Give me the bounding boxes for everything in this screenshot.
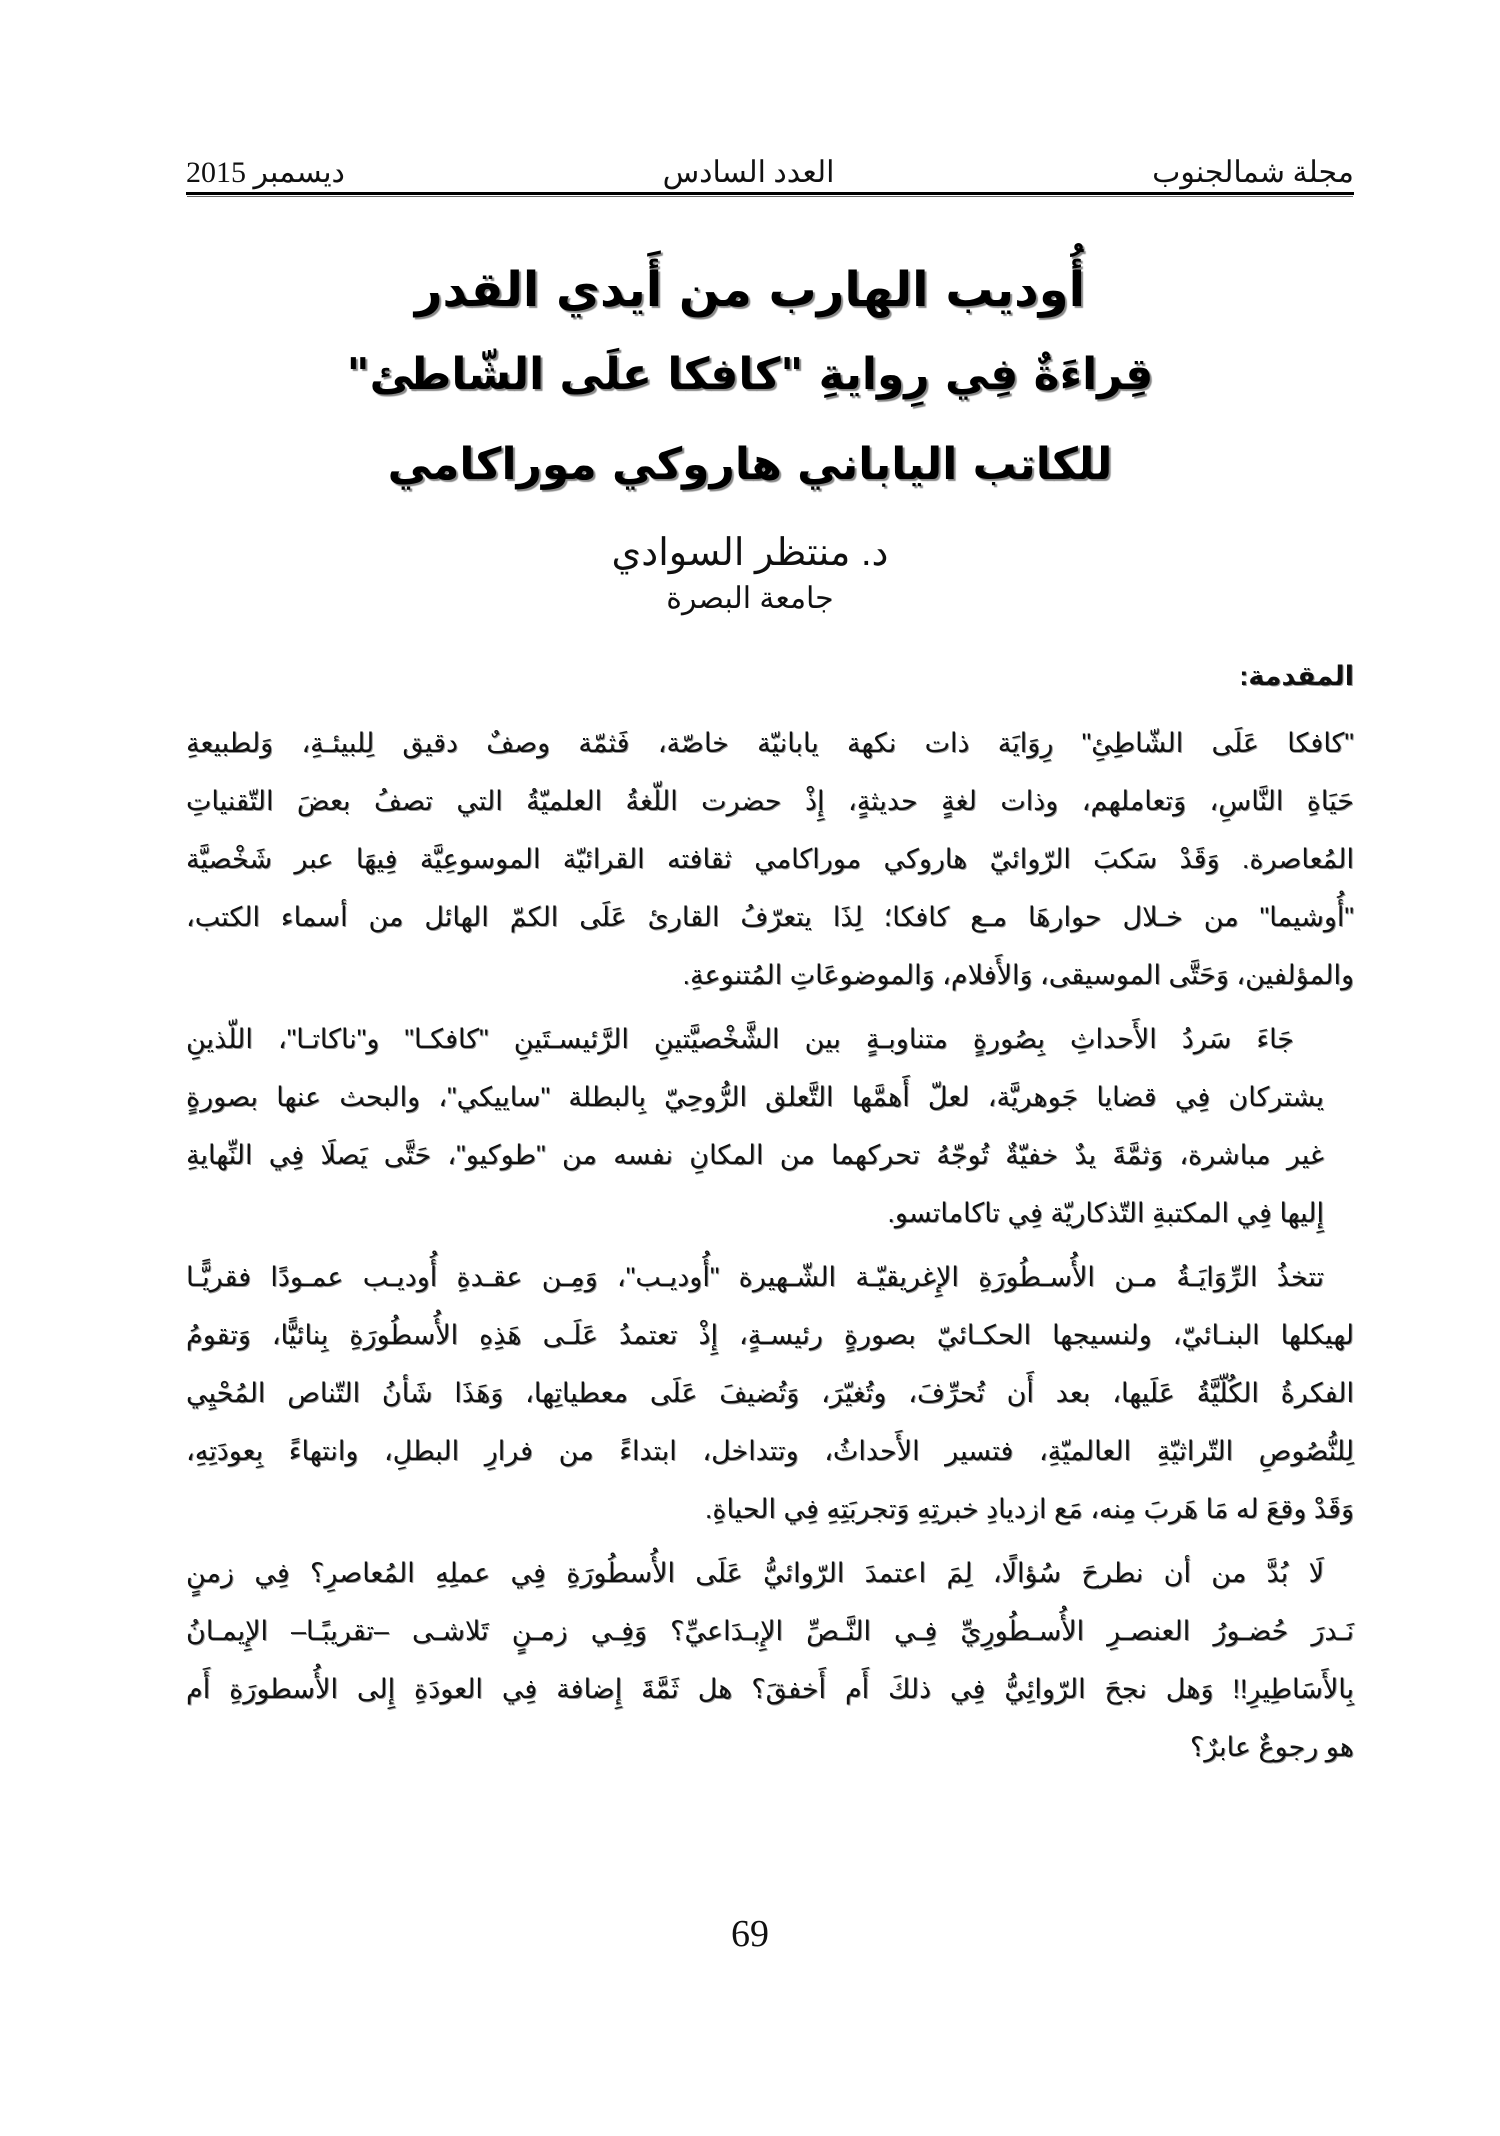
journal-name: مجلة شمالجنوب [1152, 156, 1354, 189]
author-name: د. منتظر السوادي [611, 532, 889, 574]
paragraph-2 [186, 1010, 1354, 1242]
article-subtitle-author-line: للكاتب الياباني هاروكي موراكامي [387, 439, 1113, 490]
text-line: "أُوشيما" من خـلال حوارهَا مـع كافكا؛ لِذَا يتعرّفُ القارئ عَلَى الكمّ الهائل من أسماء الكتب، [186, 902, 1354, 932]
text-line: والمؤلفين، وَحَتَّى الموسيقى، وَالأَفلام، وَالموضوعَاتِ المُتنوعةِ. [682, 960, 1354, 990]
issue-label: العدد السادس [662, 156, 835, 189]
text-line: تتخذُ الرِّوَايَـةُ مـن الأُسـطُورَةِ الإِغريقيّـة الشّـهيرة "أُوديـب"، وَمِـن عقـدةِ أُوديـب عمـودًا فقريًّـا [186, 1262, 1324, 1292]
paragraph-4 [186, 1544, 1354, 1776]
text-line: وَقَدْ وقعَ له مَا هَربَ مِنه، مَع ازديادِ خبرتِهِ وَتجربَتِهِ فِي الحياةِ. [704, 1494, 1354, 1524]
header-divider [186, 192, 1354, 195]
text-line: جَاءَ سَردُ الأَحداثِ بِصُورةٍ متناوبـةٍ بين الشَّخْصيَّتينِ الرَّئيسـتَينِ "كافكـا" و"ناكاتـا"، اللّذينِ [186, 1024, 1294, 1054]
article-title: أُوديب الهارب من أَيدي القدر [414, 262, 1086, 318]
text-line: بِالأَسَاطِيرِ!! وَهل نجحَ الرّوائِيُّ فِي ذلكَ أَم أَخفقَ؟ هل ثَمَّةَ إِضافة فِي العودَةِ إِلى الأُسطورَةِ أَم [186, 1674, 1354, 1704]
text-line: إِليها فِي المكتبةِ التّذكاريّة فِي تاكاماتسو. [887, 1198, 1324, 1228]
text-line: غير مباشرة، وَثمَّةَ يدٌ خفيّةٌ تُوجّهُ تحركهما من المكانِ نفسه من "طوكيو"، حَتَّى يَصلَا فِي النِّهايةِ [186, 1140, 1324, 1170]
text-line: الفكرةُ الكُلّيَّةُ عَلَيها، بعد أَن تُحرِّفَ، وتُغيّرَ، وَتُضيفَ عَلَى معطياتِها، وَهَذَا شَأنُ التّناص المُحْيِي [186, 1378, 1354, 1408]
paragraph-1 [186, 714, 1354, 1004]
paragraph-3 [186, 1248, 1354, 1538]
text-line: المُعاصرة. وَقَدْ سَكبَ الرّوائيّ هاروكي موراكامي ثقافته القرائيّة الموسوعِيَّة فِيهَا عبر شَخْصيَّة [186, 844, 1354, 874]
issue-date: ديسمبر 2015 [186, 156, 345, 189]
author-affiliation: جامعة البصرة [666, 582, 834, 615]
text-line: هو رجوعٌ عابرٌ؟ [1189, 1732, 1354, 1762]
author-block [0, 528, 1500, 620]
text-line: يشتركان فِي قضايا جَوهريَّة، لعلّ أَهمَّها التَّعلق الرُّوحِيّ بِالبطلة "ساييكي"، والبحث عنها بصورةٍ [186, 1082, 1324, 1112]
text-line: لَا بُدَّ من أن نطرحَ سُؤالًا، لِمَ اعتمدَ الرّوائيُّ عَلَى الأُسطُورَةِ فِي عملِهِ المُعاصرِ؟ فِي زمنٍ [186, 1558, 1324, 1588]
article-body [186, 648, 1354, 1782]
text-line: "كافكا عَلَى الشّاطِئِ" رِوَايَة ذات نكهة يابانيّة خاصّة، فَثمّة وصفٌ دقيق لِلبيئـةِ، وَلطبيعةِ [186, 728, 1354, 758]
article-subtitle: قِراءَةٌ فِي رِوايةِ "كافكا علَى الشّاطئ" [346, 349, 1154, 400]
article-title-block [0, 250, 1500, 510]
text-line: لِلنُّصُوصِ التّراثيّةِ العالميّةِ، فتسير الأَحداثُ، وتتداخل، ابتداءً من فرارِ البطلِ، وانتهاءً بِعودَتِهِ، [186, 1436, 1354, 1466]
page-number: 69 [731, 1913, 769, 1955]
text-line: حَيَاةِ النَّاسِ، وَتعاملهم، وذات لغةٍ حديثةٍ، إِذْ حضرت اللّغةُ العلميّةُ التي تصفُ بعضَ التّقنياتِ [186, 786, 1354, 816]
text-line: نَـدرَ حُضـورُ العنصـرِ الأُسـطُورِيِّ فِـي النَّـصِّ الإِبـدَاعيِّ؟ وَفِـي زمـنٍ تَلاشـى –تقريبًـا– الإِيمـانُ [186, 1616, 1354, 1646]
section-heading-introduction: المقدمة: [1239, 661, 1354, 691]
running-header [186, 146, 1354, 188]
text-line: لهيكلها البنـائيّ، ولنسيجها الحكـائيّ بصورةٍ رئيسـةٍ، إِذْ تعتمدُ عَلَـى هَذِهِ الأُسطُورَةِ بِنائيًّا، وَتقومُ [186, 1320, 1354, 1350]
